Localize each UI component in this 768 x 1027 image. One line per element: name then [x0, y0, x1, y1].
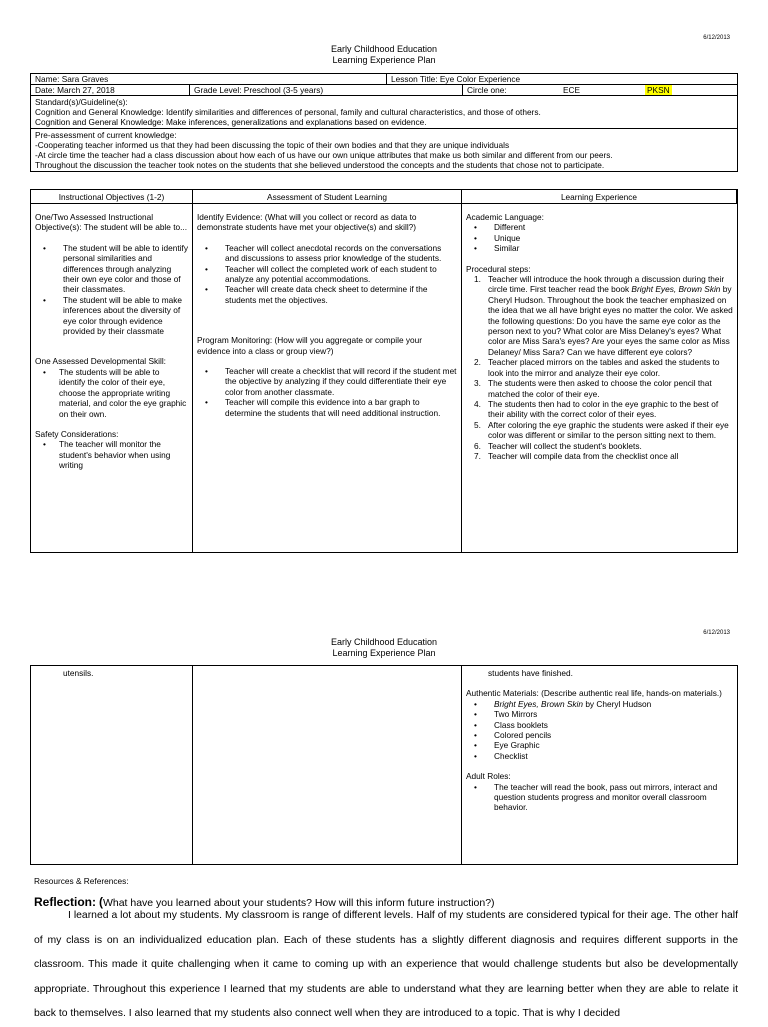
safety-item-cont: utensils.	[63, 668, 94, 678]
material-item: • Colored pencils	[466, 730, 733, 740]
doc-title-line2: Learning Experience Plan	[332, 648, 436, 658]
header-assessment: Assessment of Student Learning	[193, 190, 462, 204]
procedural-step: The students then had to color in the eye graphic to the best of their ability with the correct color of their eyes.	[488, 398, 719, 420]
procedural-step: Teacher will introduce the hook through a discussion during their circle time. First teacher read the book Bright Eyes, Brown Skin by Cheryl Hudson. Throughout the book the teacher emphasized on the idea that we all have bright eyes no matter the color. We asked the following questions: Do you have the same eye color as the person next to you? What color are Miss Delaney's eyes? What color are Miss Sara's eyes? Are your eyes the same color as Miss Delaney/ Miss Sara? Can we have different eye colors?	[488, 274, 733, 357]
safety-label: Safety Considerations:	[35, 428, 119, 439]
info-table	[30, 73, 738, 172]
academic-item: • Unique	[466, 233, 733, 243]
preassess-label: Pre-assessment of current knowledge:	[35, 130, 177, 140]
step7-cont: students have finished.	[488, 668, 573, 678]
objective-item: • The student will be able to identify personal similarities and differences through analyzing their own eye color and those of their classmates.	[35, 243, 188, 295]
objectives-cell-cont	[31, 666, 193, 864]
material-item: • Checklist	[466, 751, 733, 761]
material-item: • Bright Eyes, Brown Skin by Cheryl Hudson	[466, 699, 733, 709]
procedural-step: The students were then asked to choose the color pencil that matched the color of their eye.	[488, 378, 712, 399]
plan-table-page2	[30, 665, 738, 865]
monitoring-item: • Teacher will create a checklist that will record if the student met the objective by analyzing if they could differentiate their eye color from another classmate.	[197, 366, 457, 397]
material-item: • Eye Graphic	[466, 740, 733, 750]
assessment-cell	[193, 204, 462, 552]
procedural-step: Teacher will collect the student's booklets.	[488, 440, 642, 451]
adult-role-item: • The teacher will read the book, pass out mirrors, interact and question students progress and monitor overall classroom behavior.	[466, 782, 733, 813]
doc-title-line2: Learning Experience Plan	[332, 55, 436, 65]
learning-cell	[462, 204, 737, 552]
header-objectives: Instructional Objectives (1-2)	[31, 190, 193, 204]
reflection-text: I learned a lot about my students. My classroom is range of different levels. Half of my students are considered typical for their age. The other half of my class is on an individualized education plan. Each of these students has a slightly different diagnosis and requires different supports in the classroom. This made it quite challenging when it came to coming up with an experience that would challenge students but also be developmentally appropriate. Throughout this experience I learned that my students are able to understand what they are learning better when they are able to relate it back to themselves. I also learned that my students also connect well when they are introduced to a topic. That is why I decided	[34, 910, 738, 1020]
procedural-step: Teacher will compile data from the checklist once all	[488, 450, 679, 461]
preassess-1: -Cooperating teacher informed us that they had been discussing the topic of their own bodies and that they are unique individuals	[35, 140, 510, 150]
doc-title-line1: Early Childhood Education	[330, 44, 438, 54]
header-learning: Learning Experience	[462, 190, 737, 204]
standards-block	[31, 96, 737, 129]
dev-skill-label: One Assessed Developmental Skill:	[35, 356, 166, 367]
resources-label: Resources & References:	[34, 876, 129, 886]
objective-item: • The student will be able to make inferences about the diversity of eye color through evidence provided by their classmate	[35, 295, 188, 337]
material-item: • Two Mirrors	[466, 709, 733, 719]
date-cell: Date: March 27, 2018	[31, 85, 190, 95]
objectives-intro: One/Two Assessed Instructional Objective(s): The student will be able to...	[35, 212, 188, 233]
option-pksn-highlighted: PKSN	[647, 85, 670, 95]
procedural-step: After coloring the eye graphic the students were asked if their eye color was different or similar to the person sitting next to them.	[488, 419, 729, 441]
objectives-cell	[31, 204, 193, 552]
preassessment-block	[31, 129, 737, 171]
standard-2: Cognition and General Knowledge: Make inferences, generalizations and explanations based on evidence.	[35, 117, 427, 127]
evidence-item: • Teacher will create data check sheet to determine if the students met the objectives.	[197, 284, 457, 305]
plan-table-page1	[30, 189, 738, 553]
procedural-step: Teacher placed mirrors on the tables and asked the students to look into the mirror and analyze their eye color.	[488, 357, 720, 378]
page-date: 6/12/2013	[703, 630, 730, 636]
preassess-2: -At circle time the teacher had a class discussion about how each of us have our own unique attributes that make us both similar and different from our peers.	[35, 150, 613, 160]
option-ece: ECE	[563, 85, 581, 95]
academic-item: • Different	[466, 222, 733, 232]
standard-1: Cognition and General Knowledge: Identify similarities and differences of personal, family and cultural characteristics, and those of others.	[35, 107, 541, 117]
materials-intro: Authentic Materials: (Describe authentic real life, hands-on materials.)	[466, 688, 722, 699]
grade-level-cell: Grade Level: Preschool (3-5 years)	[190, 85, 463, 95]
preassess-3: Throughout the discussion the teacher took notes on the students that she believed understood the concepts and the students that chose not to participate.	[35, 160, 605, 170]
reflection-question: Reflection: (What have you learned about your students? How will this inform future instruction?)	[34, 895, 495, 909]
monitoring-item: • Teacher will compile this evidence into a bar graph to determine the students that will need additional instruction.	[197, 397, 457, 418]
circle-one-label: Circle one:	[467, 85, 507, 95]
dev-skill-item: • The students will be able to identify the color of their eye, choose the appropriate writing material, and color the eye graphic on their own.	[35, 367, 188, 419]
lesson-title-cell: Lesson Title: Eye Color Experience	[391, 74, 521, 84]
page-date: 6/12/2013	[703, 35, 730, 41]
info-row-name	[31, 74, 737, 85]
academic-item: • Similar	[466, 243, 733, 253]
info-row-date	[31, 85, 737, 96]
doc-title	[0, 44, 768, 66]
material-item: • Class booklets	[466, 720, 733, 730]
assessment-cell-cont	[193, 666, 462, 864]
evidence-item: • Teacher will collect the completed work of each student to analyze any potential accommodations.	[197, 264, 457, 285]
adult-roles-label: Adult Roles:	[466, 771, 511, 782]
evidence-item: • Teacher will collect anecdotal records on the conversations and discussions to assess prior knowledge of the students.	[197, 243, 457, 264]
learning-cell-cont	[462, 666, 737, 864]
academic-label: Academic Language:	[466, 212, 544, 222]
doc-title	[0, 637, 768, 659]
book-title: Bright Eyes, Brown Skin	[494, 698, 583, 709]
procedural-label: Procedural steps:	[466, 263, 531, 274]
book-title: Bright Eyes, Brown Skin	[631, 284, 721, 295]
doc-title-line1: Early Childhood Education	[330, 637, 438, 647]
safety-item: • The teacher will monitor the student's behavior when using writing	[35, 439, 188, 470]
page-2	[0, 620, 768, 1024]
monitoring-intro: Program Monitoring: (How will you aggregate or compile your evidence into a class or group view?)	[197, 335, 423, 356]
name-cell: Name: Sara Graves	[31, 74, 387, 84]
evidence-intro: Identify Evidence: (What will you collect or record as data to demonstrate students have met your objective(s) and skill?)	[197, 212, 417, 233]
reflection-label: Reflection:	[34, 895, 97, 909]
standards-label: Standard(s)/Guideline(s):	[35, 97, 128, 107]
